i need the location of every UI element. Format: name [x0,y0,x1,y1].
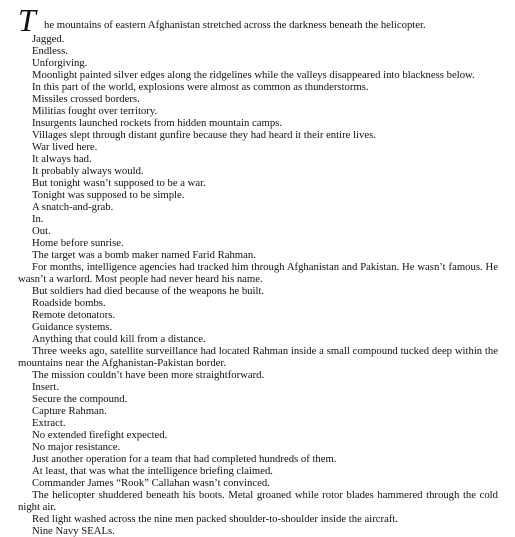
paragraph: Secure the compound. [32,393,128,405]
paragraph: Militias fought over territory. [32,105,158,117]
paragraph: Three weeks ago, satellite surveillance had located Rahman inside a small compound tucked deep within the mountains near the Afghanistan-Pakistan border. [18,345,498,369]
paragraph: Insurgents launched rockets from hidden mountain camps. [32,117,283,129]
paragraph: Red light washed across the nine men packed shoulder-to-shoulder inside the aircraft. [32,513,399,525]
paragraph: At least, that was what the intelligence briefing claimed. [32,465,273,477]
paragraph: But tonight wasn’t supposed to be a war. [32,177,206,189]
paragraph: For months, intelligence agencies had tracked him through Afghanistan and Pakistan. He wasn’t famous. He wasn’t a warlord. Most people had never heard his name. [18,261,498,285]
paragraph: Unforgiving. [32,57,88,69]
paragraph: Commander James “Rook” Callahan wasn’t convinced. [32,477,270,489]
paragraph: Nine Navy SEALs. [32,525,115,537]
paragraph: War lived here. [32,141,98,153]
story-body [18,33,498,537]
drop-cap: T [18,2,36,38]
paragraph: It always had. [32,153,92,165]
paragraph: Jagged. [32,33,65,45]
paragraph: Just another operation for a team that had completed hundreds of them. [32,453,337,465]
paragraph: It probably always would. [32,165,144,177]
paragraph: Villages slept through distant gunfire because they had heard it their entire lives. [32,129,376,141]
paragraph: The helicopter shuddered beneath his boots. Metal groaned while rotor blades hammered through the cold night air. [18,489,498,513]
paragraph: Out. [32,225,51,237]
paragraph: In this part of the world, explosions were almost as common as thunderstorms. [32,81,369,93]
paragraph: In. [32,213,44,225]
paragraph: A snatch-and-grab. [32,201,114,213]
paragraph: Tonight was supposed to be simple. [32,189,185,201]
paragraph: Extract. [32,417,66,429]
paragraph: No major resistance. [32,441,121,453]
paragraph: Anything that could kill from a distance. [32,333,206,345]
paragraph: No extended firefight expected. [32,429,168,441]
opening-sentence: he mountains of eastern Afghanistan stretched across the darkness beneath the helicopter. [44,19,426,31]
paragraph: The mission couldn’t have been more straightforward. [32,369,265,381]
opening-line [18,2,498,38]
paragraph: Missiles crossed borders. [32,93,140,105]
paragraph: Endless. [32,45,68,57]
paragraph: Guidance systems. [32,321,113,333]
paragraph: But soldiers had died because of the weapons he built. [32,285,265,297]
paragraph: Capture Rahman. [32,405,107,417]
paragraph: The target was a bomb maker named Farid Rahman. [32,249,256,261]
paragraph: Moonlight painted silver edges along the ridgelines while the valleys disappeared into blackness below. [32,69,475,81]
paragraph: Roadside bombs. [32,297,106,309]
paragraph: Home before sunrise. [32,237,124,249]
paragraph: Insert. [32,381,60,393]
paragraph: Remote detonators. [32,309,116,321]
